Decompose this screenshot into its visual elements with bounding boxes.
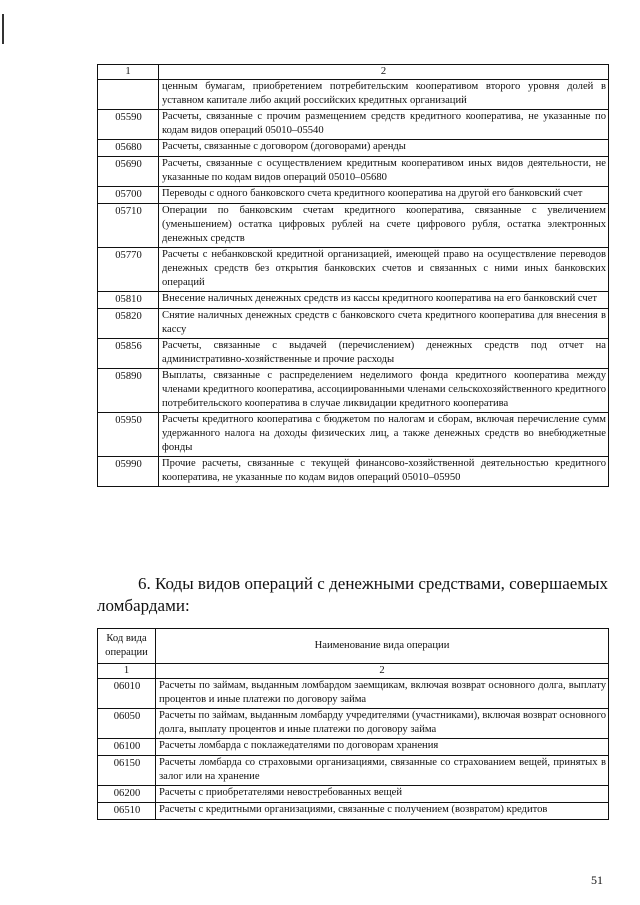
table-row xyxy=(98,739,609,756)
operation-description: Операции по банковским счетам кредитного кооператива, связанные с увеличением (уменьшением) остатка цифровых рублей на счете цифрового рубля, остатка электронных денежных средств xyxy=(159,204,609,248)
page-number: 51 xyxy=(591,873,603,887)
operation-code: 05590 xyxy=(98,110,159,140)
operation-description: Расчеты, связанные с договором (договорами) аренды xyxy=(159,140,609,157)
operation-description: Переводы с одного банковского счета кредитного кооператива на другой его банковский счет xyxy=(159,187,609,204)
operation-code: 05990 xyxy=(98,457,159,487)
operation-code: 05770 xyxy=(98,248,159,292)
operation-code: 05810 xyxy=(98,292,159,309)
operation-code: 05710 xyxy=(98,204,159,248)
operation-description: Внесение наличных денежных средств из кассы кредитного кооператива на его банковский счет xyxy=(159,292,609,309)
table-row xyxy=(98,709,609,739)
table-row xyxy=(98,413,609,457)
table-row xyxy=(98,292,609,309)
table-row xyxy=(98,248,609,292)
table-row xyxy=(98,157,609,187)
table-row xyxy=(98,110,609,140)
scan-edge-mark xyxy=(2,14,4,44)
operation-code: 05950 xyxy=(98,413,159,457)
table-row xyxy=(98,679,609,709)
operation-description: ценным бумагам, приобретением потребительским кооперативом второго уровня долей в уставном капитале либо акций российских кредитных организаций xyxy=(159,80,609,110)
operation-code: 05856 xyxy=(98,339,159,369)
operation-description: Расчеты, связанные с осуществлением кредитным кооперативом иных видов деятельности, не указанные по кодам видов операций 05010–05680 xyxy=(159,157,609,187)
column-index-row xyxy=(98,65,609,80)
operation-codes-table-pawnshops xyxy=(97,628,609,820)
operation-description: Расчеты по займам, выданным ломбарду учредителями (участниками), включая возврат основного долга, выплату процентов и иные платежи по договору займа xyxy=(156,709,609,739)
table-row xyxy=(98,204,609,248)
operation-description: Расчеты ломбарда со страховыми организациями, связанные со страхованием вещей, принятых в залог или на хранение xyxy=(156,756,609,786)
operation-description: Расчеты, связанные с прочим размещением средств кредитного кооператива, не указанные по кодам видов операций 05010–05540 xyxy=(159,110,609,140)
operation-code: 06510 xyxy=(98,803,156,820)
column-index-row xyxy=(98,664,609,679)
table-row xyxy=(98,80,609,110)
operation-code: 06100 xyxy=(98,739,156,756)
operation-code: 06150 xyxy=(98,756,156,786)
operation-description: Расчеты ломбарда с поклажедателями по договорам хранения xyxy=(156,739,609,756)
table-row xyxy=(98,803,609,820)
table-row xyxy=(98,786,609,803)
section-heading: 6. Коды видов операций с денежными средствами, совершаемых ломбардами: xyxy=(97,574,608,615)
operation-code: 06050 xyxy=(98,709,156,739)
operation-description: Расчеты кредитного кооператива с бюджетом по налогам и сборам, включая перечисление сумм удержанного налога на доходы физических лиц, а также денежных средств во внебюджетные фонды xyxy=(159,413,609,457)
operation-code xyxy=(98,80,159,110)
operation-description: Расчеты с небанковской кредитной организацией, имеющей право на осуществление переводов денежных средств без открытия банковских счетов и связанных с ними иных банковских операций xyxy=(159,248,609,292)
operation-description: Расчеты с кредитными организациями, связанные с получением (возвратом) кредитов xyxy=(156,803,609,820)
table-row xyxy=(98,187,609,204)
column-index-1: 1 xyxy=(98,664,156,679)
operation-code: 06010 xyxy=(98,679,156,709)
column-index-2: 2 xyxy=(156,664,609,679)
column-index-1: 1 xyxy=(98,65,159,80)
table-row xyxy=(98,756,609,786)
operation-description: Прочие расчеты, связанные с текущей финансово-хозяйственной деятельностью кредитного кооператива, не указанные по кодам видов операций 05010–05950 xyxy=(159,457,609,487)
operation-code: 05820 xyxy=(98,309,159,339)
operation-code: 05700 xyxy=(98,187,159,204)
table-row xyxy=(98,140,609,157)
operation-description: Снятие наличных денежных средств с банковского счета кредитного кооператива для внесения в кассу xyxy=(159,309,609,339)
operation-description: Выплаты, связанные с распределением неделимого фонда кредитного кооператива между членами кредитного кооператива, ассоциированными членами сельскохозяйственного кредитного потребительского кооператива в случае ликвидации кредитного кооператива xyxy=(159,369,609,413)
table-row xyxy=(98,309,609,339)
operation-description: Расчеты по займам, выданным ломбардом заемщикам, включая возврат основного долга, выплату процентов и иные платежи по договору займа xyxy=(156,679,609,709)
operation-description: Расчеты с приобретателями невостребованных вещей xyxy=(156,786,609,803)
operation-description: Расчеты, связанные с выдачей (перечислением) денежных средств под отчет на административно-хозяйственные и прочие расходы xyxy=(159,339,609,369)
table-header-row xyxy=(98,629,609,664)
header-operation-name: Наименование вида операции xyxy=(156,629,609,664)
table-row xyxy=(98,339,609,369)
operation-code: 05690 xyxy=(98,157,159,187)
header-code: Код вида операции xyxy=(98,629,156,664)
table-row xyxy=(98,369,609,413)
column-index-2: 2 xyxy=(159,65,609,80)
operation-code: 05680 xyxy=(98,140,159,157)
operation-code: 06200 xyxy=(98,786,156,803)
operation-codes-table-credit-coop xyxy=(97,64,609,487)
table-row xyxy=(98,457,609,487)
operation-code: 05890 xyxy=(98,369,159,413)
